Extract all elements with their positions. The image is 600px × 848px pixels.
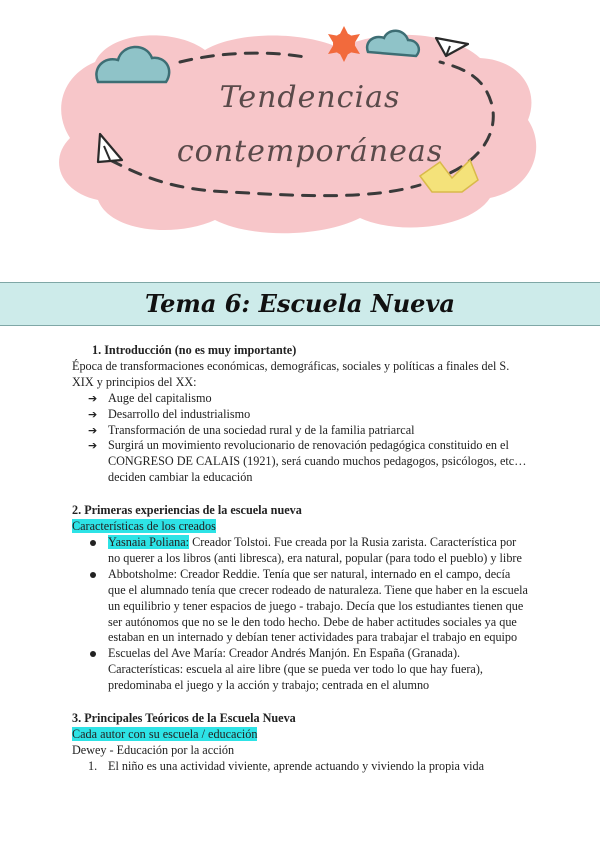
list-item xyxy=(72,391,542,407)
bullet-dot-icon xyxy=(90,572,96,578)
list-item-text: Escuelas del Ave María: Creador Andrés Manjón. En España (Granada). xyxy=(108,646,461,661)
list-item-text: Auge del capitalismo xyxy=(108,390,212,405)
arrow-right-icon: ➔ xyxy=(88,391,98,405)
list-item xyxy=(72,646,542,662)
title-banner xyxy=(0,0,600,262)
list-item-text: Creador Tolstoi. Fue creada por la Rusia zarista. Característica por xyxy=(189,534,517,549)
paragraph-line: XIX y principios del XX: xyxy=(72,374,197,389)
list-item xyxy=(72,567,542,583)
cloud-small-icon xyxy=(367,31,419,56)
list-item-continuation: ser autónomos que no se le den todo hecho. Debe de haber actitudes sociales ya que xyxy=(108,614,517,629)
list-item-continuation: un equilibrio y tener espacios de juego - trabajo. Decía que los estudiantes tienen que xyxy=(108,598,524,613)
list-item-text: Surgirá un movimiento revolucionario de renovación pedagógica constituido en el xyxy=(108,438,509,453)
list-item xyxy=(72,423,542,439)
document-body xyxy=(72,343,542,775)
list-item-text: Abbotsholme: Creador Reddie. Tenía que ser natural, internado en el campo, decía xyxy=(108,566,511,581)
section2-heading: 2. Primeras experiencias de la escuela nueva xyxy=(72,503,302,518)
list-item-text: El niño es una actividad viviente, aprende actuando y viviendo la propia vida xyxy=(108,758,484,773)
list-item-continuation: Características: escuela al aire libre (que se pueda ver todo lo que hay fuera), xyxy=(108,662,483,677)
list-item-continuation: estaban en un internado y debían tener actividades para trabajar el trabajo en equipo xyxy=(108,630,518,645)
banner-artwork xyxy=(0,0,600,262)
section2-subheading: Características de los creados xyxy=(72,519,216,534)
section3-subheading: Cada autor con su escuela / educación xyxy=(72,726,258,741)
list-item-continuation: CONGRESO DE CALAIS (1921), será cuando muchos pedagogos, psicólogos, etc… xyxy=(108,454,527,469)
topic-header-bar xyxy=(0,282,600,326)
banner-title-line2: contemporáneas xyxy=(176,134,444,169)
author-line: Dewey - Educación por la acción xyxy=(72,742,235,757)
arrow-right-icon: ➔ xyxy=(88,407,98,421)
arrow-right-icon: ➔ xyxy=(88,423,98,437)
list-item-continuation: predominaba el juego y la acción y trabajo; centrada en el alumno xyxy=(108,678,430,693)
section1-number: 1. xyxy=(92,343,102,357)
bullet-dot-icon xyxy=(90,540,96,546)
section3-heading: 3. Principales Teóricos de la Escuela Nueva xyxy=(72,711,296,726)
section1-heading xyxy=(72,343,542,359)
topic-title: Tema 6: Escuela Nueva xyxy=(145,289,455,318)
list-item-continuation: no querer a los libros (anti libresca), era natural, popular (para todo el pueblo) y libre xyxy=(108,550,522,565)
list-item-text: Desarrollo del industrialismo xyxy=(108,406,251,421)
list-item-continuation: que el alumnado tenía que crecer rodeado de naturaleza. Tiene que haber en la escuela xyxy=(108,582,528,597)
list-item xyxy=(72,407,542,423)
list-item xyxy=(72,438,542,454)
banner-title-line1: Tendencias xyxy=(219,80,401,115)
numbered-item xyxy=(72,759,542,775)
list-item-continuation: deciden cambiar la educación xyxy=(108,470,253,485)
item-number: 1. xyxy=(88,758,98,773)
arrow-right-icon: ➔ xyxy=(88,439,98,453)
highlighted-term: Yasnaia Poliana: xyxy=(108,534,190,549)
paragraph-line: Época de transformaciones económicas, demográficas, sociales y políticas a finales del S. xyxy=(72,358,510,373)
bullet-dot-icon xyxy=(90,651,96,657)
list-item-text: Transformación de una sociedad rural y de la familia patriarcal xyxy=(108,422,415,437)
section1-title: Introducción (no es muy importante) xyxy=(104,343,297,357)
list-item xyxy=(72,535,542,551)
